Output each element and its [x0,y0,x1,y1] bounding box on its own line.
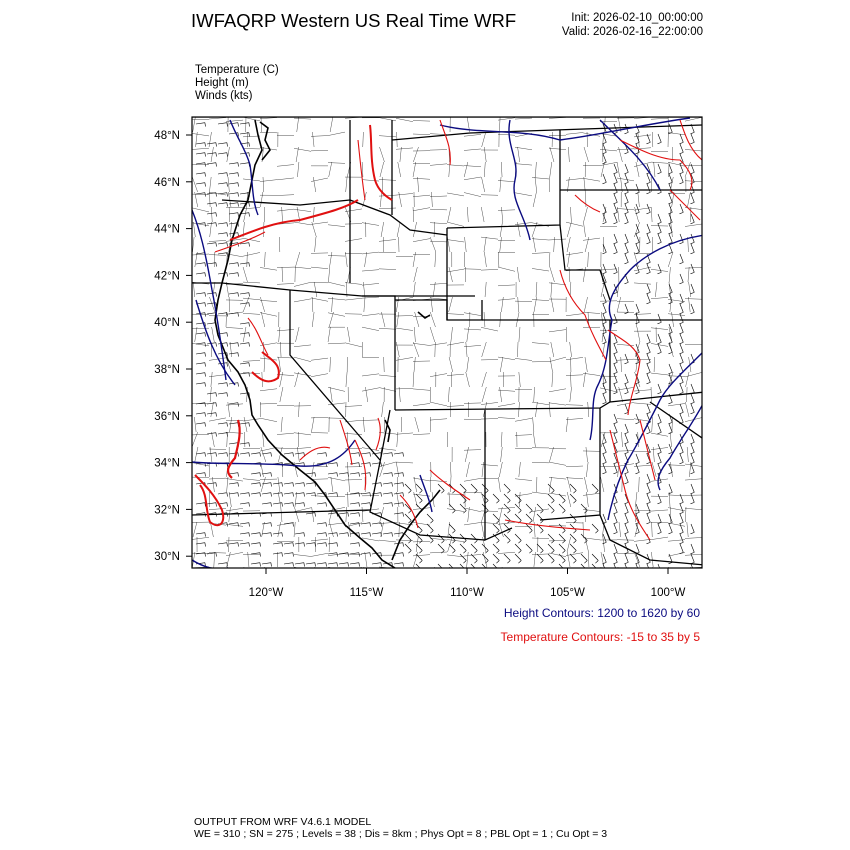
lon-tick-label: 110°W [450,587,484,599]
lat-tick-label: 36°N [154,410,180,423]
plot-title: IWFAQRP Western US Real Time WRF [191,10,517,31]
lat-tick-label: 34°N [154,457,180,470]
lat-tick-label: 32°N [154,504,180,517]
state-boundaries [192,117,705,565]
init-time: Init: 2026-02-10_00:00:00 [571,12,703,24]
longitude-axis [249,568,686,599]
model-info-line1: OUTPUT FROM WRF V4.6.1 MODEL [194,816,372,828]
field-temperature-label: Temperature (C) [195,64,279,76]
lat-tick-label: 40°N [154,317,180,330]
valid-time: Valid: 2026-02-16_22:00:00 [561,26,703,38]
lon-tick-label: 105°W [550,587,585,599]
latitude-axis [154,130,192,563]
lon-tick-label: 120°W [248,587,284,599]
field-height-label: Height (m) [195,77,249,89]
lat-tick-label: 46°N [154,176,180,189]
lat-tick-label: 30°N [154,551,180,564]
field-winds-label: Winds (kts) [195,90,253,102]
height-contours-legend: Height Contours: 1200 to 1620 by 60 [503,606,700,620]
coastline [215,120,440,568]
lat-tick-label: 44°N [154,223,180,236]
lon-tick-label: 115°W [349,587,384,599]
temperature-contours-legend: Temperature Contours: -15 to 35 by 5 [500,630,700,644]
lat-tick-label: 48°N [154,130,180,142]
lat-tick-label: 38°N [154,364,180,376]
model-info-line2: WE = 310 ; SN = 275 ; Levels = 38 ; Dis = 8km ; Phys Opt = 8 ; PBL Opt = 1 ; Cu Opt = 3 [194,828,608,840]
lat-tick-label: 42°N [154,270,180,283]
lon-tick-label: 100°W [650,587,686,599]
